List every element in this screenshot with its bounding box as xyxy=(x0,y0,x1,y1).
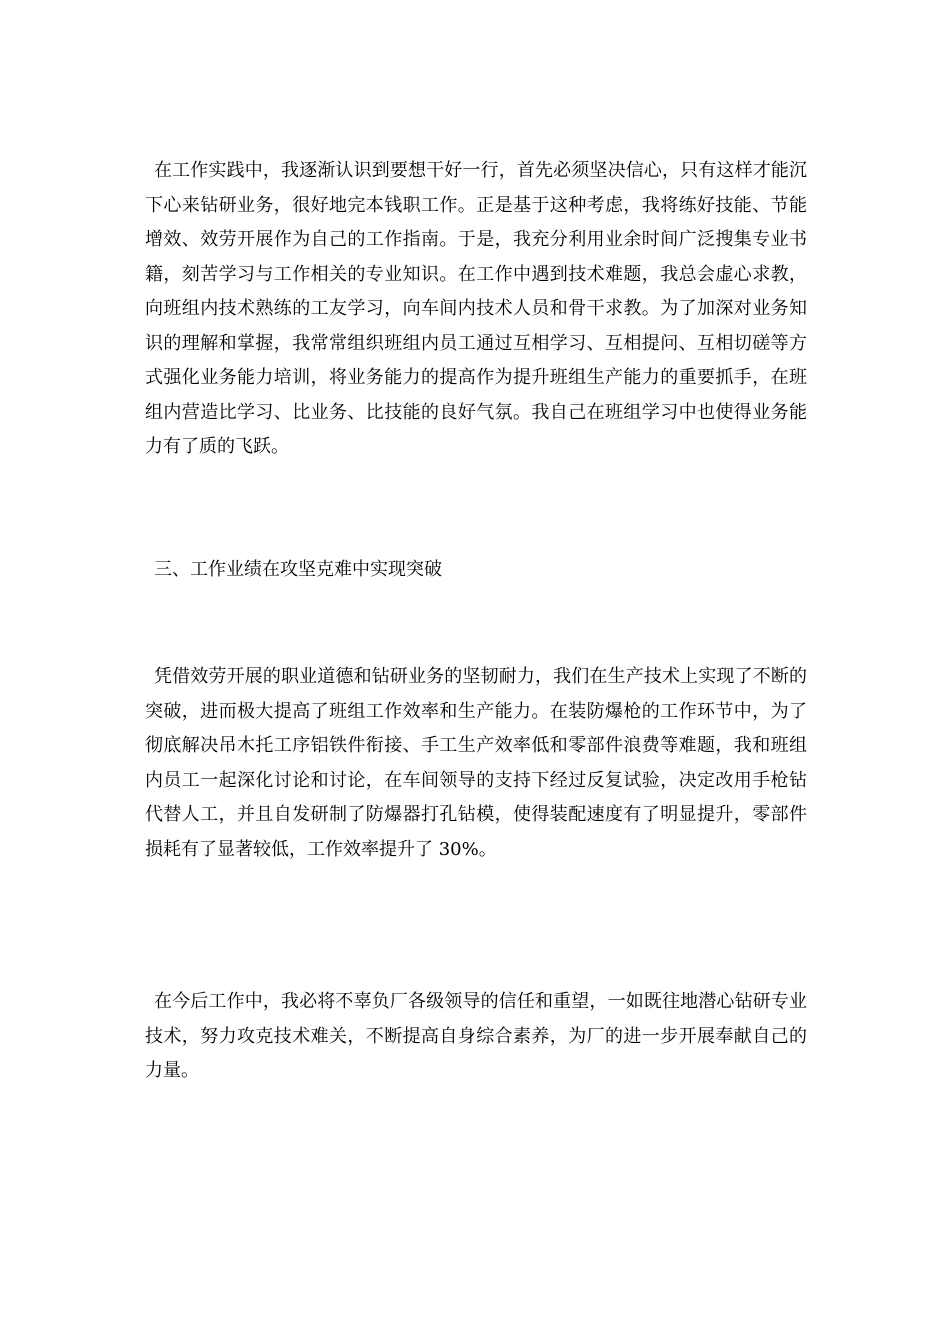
paragraph-future-commitment: 在今后工作中，我必将不辜负厂各级领导的信任和重望，一如既往地潜心钻研专业技术，努力攻克技术难关，不断提高自身综合素养，为厂的进一步开展奉献自己的力量。 xyxy=(145,991,807,1081)
paragraph-technical-breakthrough: 凭借效劳开展的职业道德和钻研业务的坚韧耐力，我们在生产技术上实现了不断的突破，进而极大提高了班组工作效率和生产能力。在装防爆枪的工作环节中，为了彻底解决吊木托工序铝铁件衔接、手工生产效率低和零部件浪费等难题，我和班组内员工一起深化讨论和讨论，在车间领导的支持下经过反复试验，决定改用手枪钻代替人工，并且自发研制了防爆器打孔钻模，使得装配速度有了明显提升，零部件损耗有了显著较低，工作效率提升了 30%。 xyxy=(145,666,807,860)
section-heading-achievements: 三、工作业绩在攻坚克难中实现突破 xyxy=(154,559,442,580)
paragraph-work-practice: 在工作实践中，我逐渐认识到要想干好一行，首先必须坚决信心，只有这样才能沉下心来钻研业务，很好地完本钱职工作。正是基于这种考虑，我将练好技能、节能增效、效劳开展作为自己的工作指南。于是，我充分利用业余时间广泛搜集专业书籍，刻苦学习与工作相关的专业知识。在工作中遇到技术难题，我总会虚心求教，向班组内技术熟练的工友学习，向车间内技术人员和骨干求教。为了加深对业务知识的理解和掌握，我常常组织班组内员工通过互相学习、互相提问、互相切磋等方式强化业务能力培训，将业务能力的提高作为提升班组生产能力的重要抓手，在班组内营造比学习、比业务、比技能的良好气氛。我自己在班组学习中也使得业务能力有了质的飞跃。 xyxy=(145,160,807,457)
